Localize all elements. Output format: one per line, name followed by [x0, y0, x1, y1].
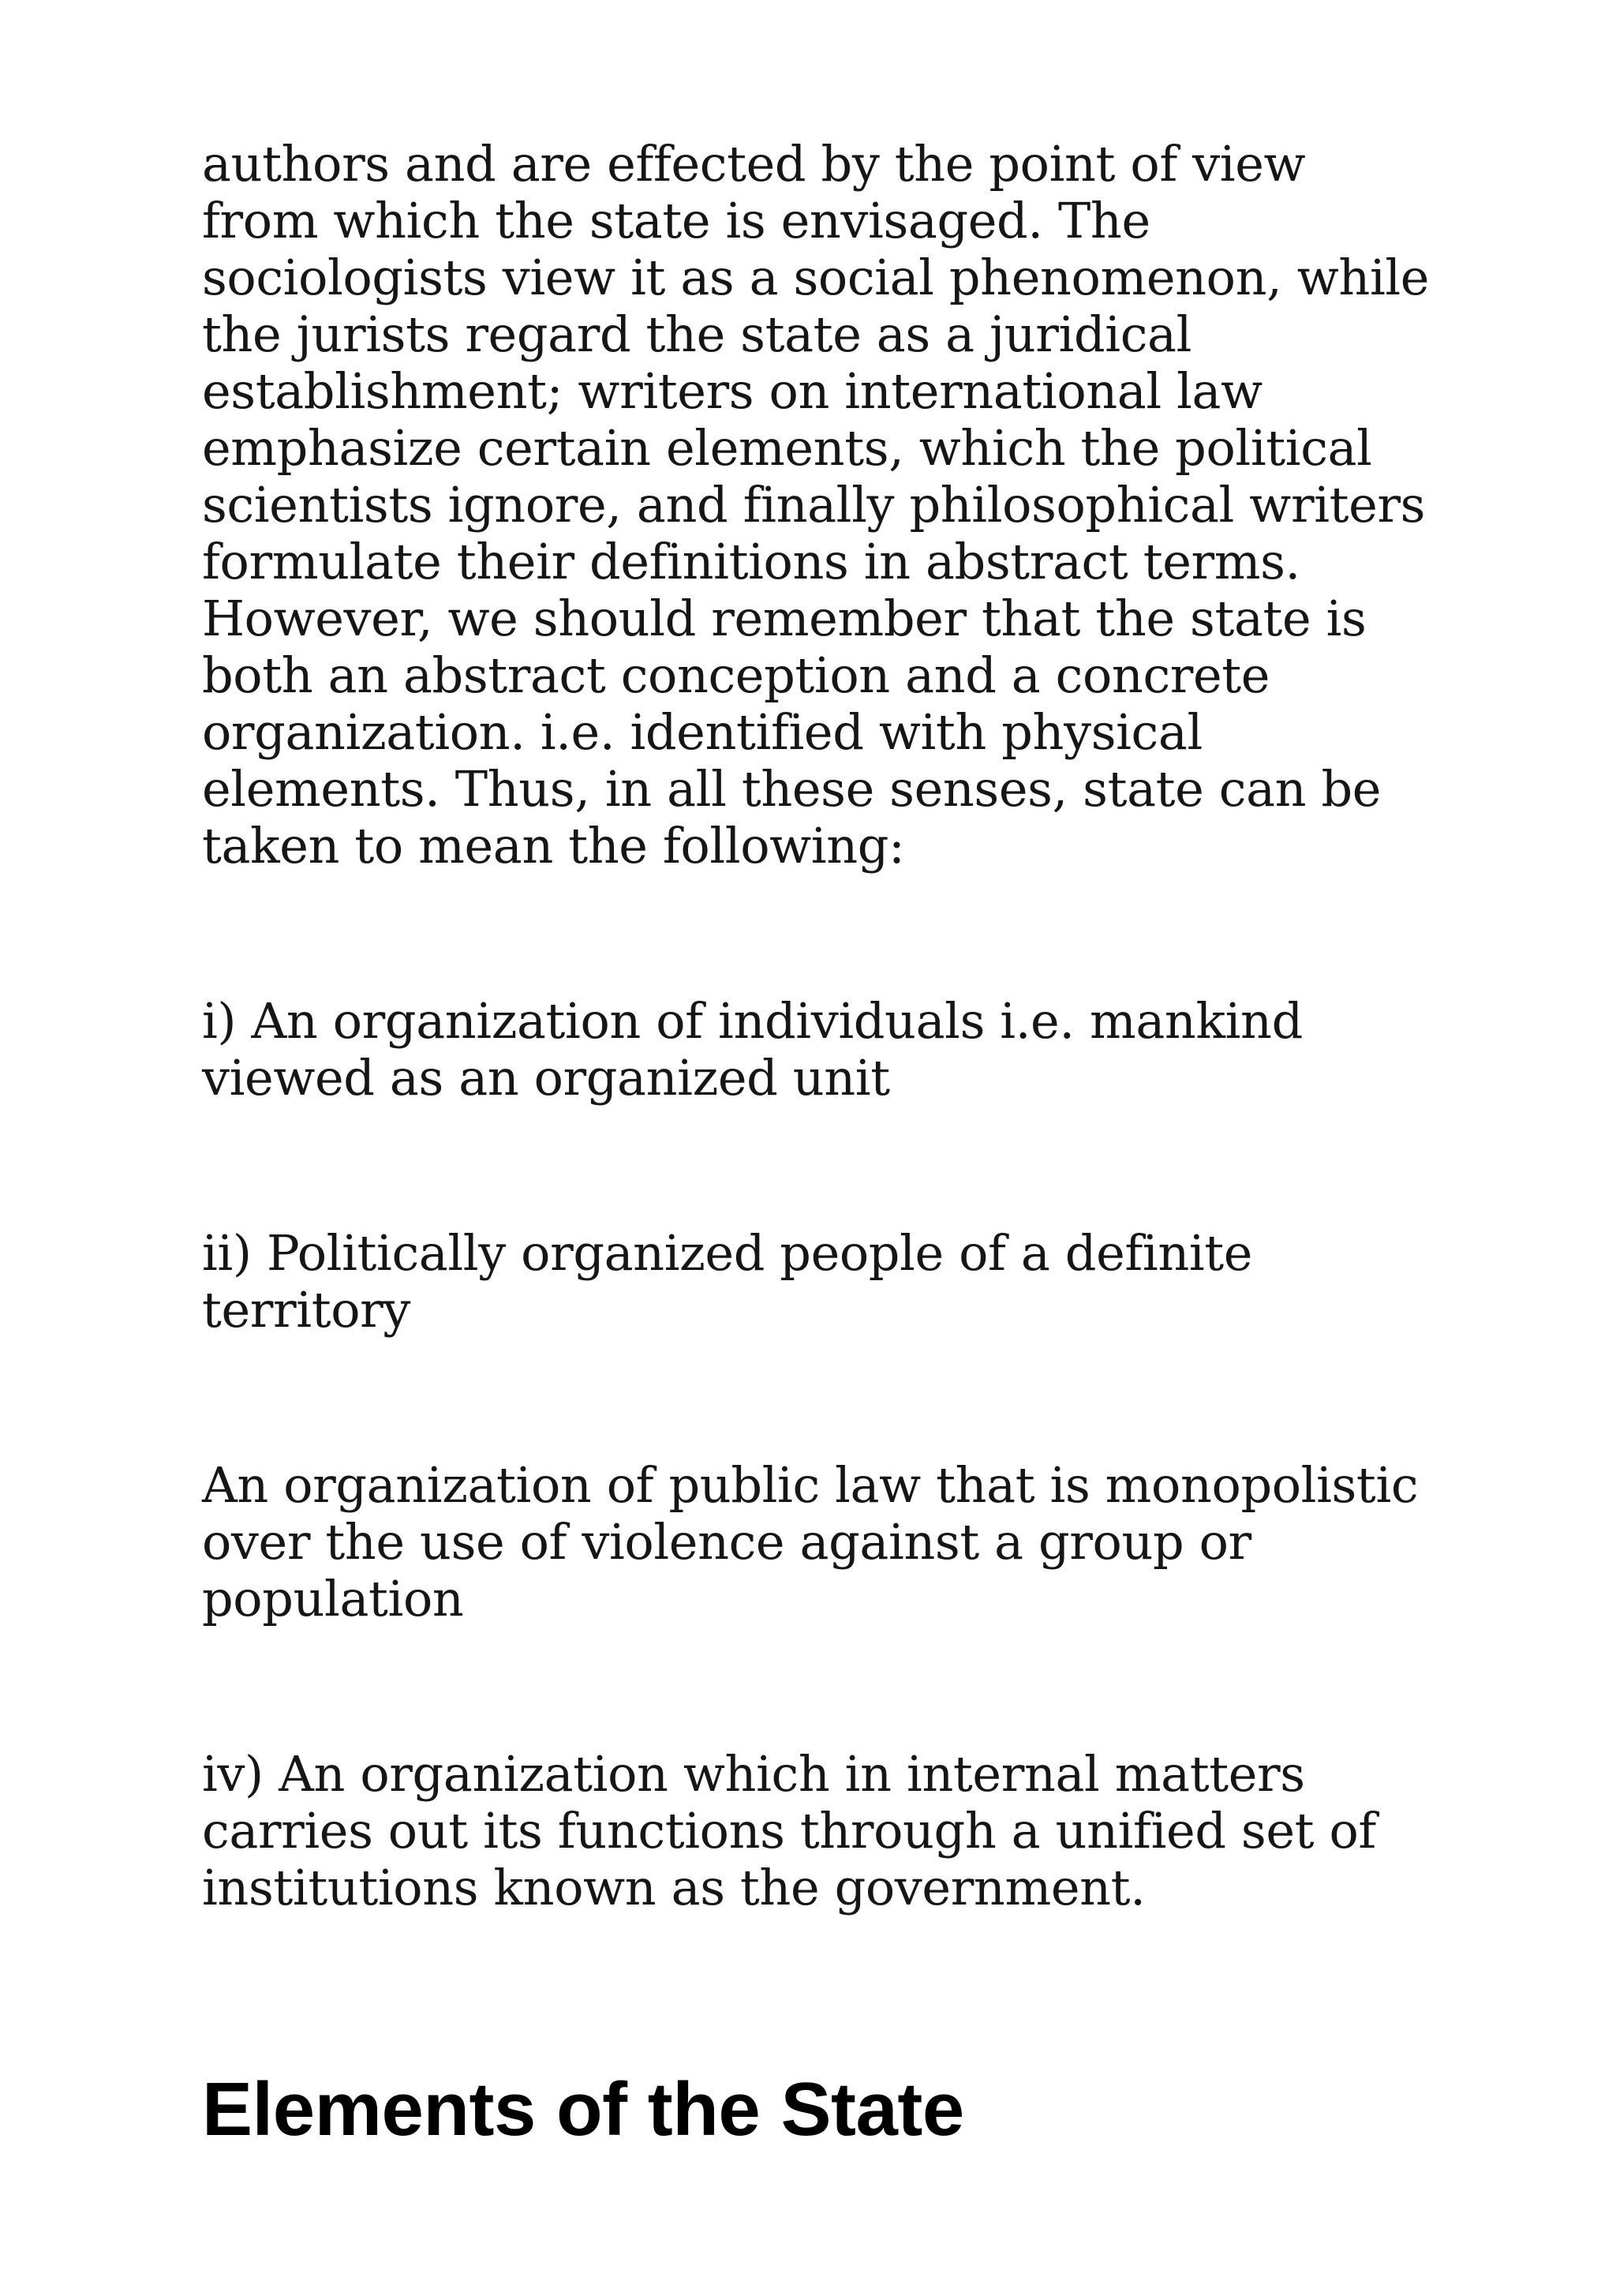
section-heading: Elements of the State [202, 2067, 964, 2152]
intro-paragraph: authors and are effected by the point of view from which the state is envisaged. The sociologists view it as a social phenomenon, while the jurists regard the state as a juridical establishment; writers on international law emphasize certain elements, which the political scientists ignore, and finally philosophical writers formulate their definitions in abstract terms. However, we should remember that the state is both an abstract conception and a concrete organization. i.e. identified with physical elements. Thus, in all these senses, state can be taken to mean the following: [202, 135, 1430, 875]
definition-item-1: i) An organization of individuals i.e. mankind viewed as an organized unit [202, 992, 1303, 1107]
definition-item-2: ii) Politically organized people of a definite territory [202, 1224, 1253, 1339]
document-page [202, 136, 1433, 2153]
definition-item-4: iv) An organization which in internal matters carries out its functions through a unified set of institutions known as the government. [202, 1745, 1376, 1916]
definition-item-3: An organization of public law that is monopolistic over the use of violence against a group or population [202, 1456, 1419, 1627]
